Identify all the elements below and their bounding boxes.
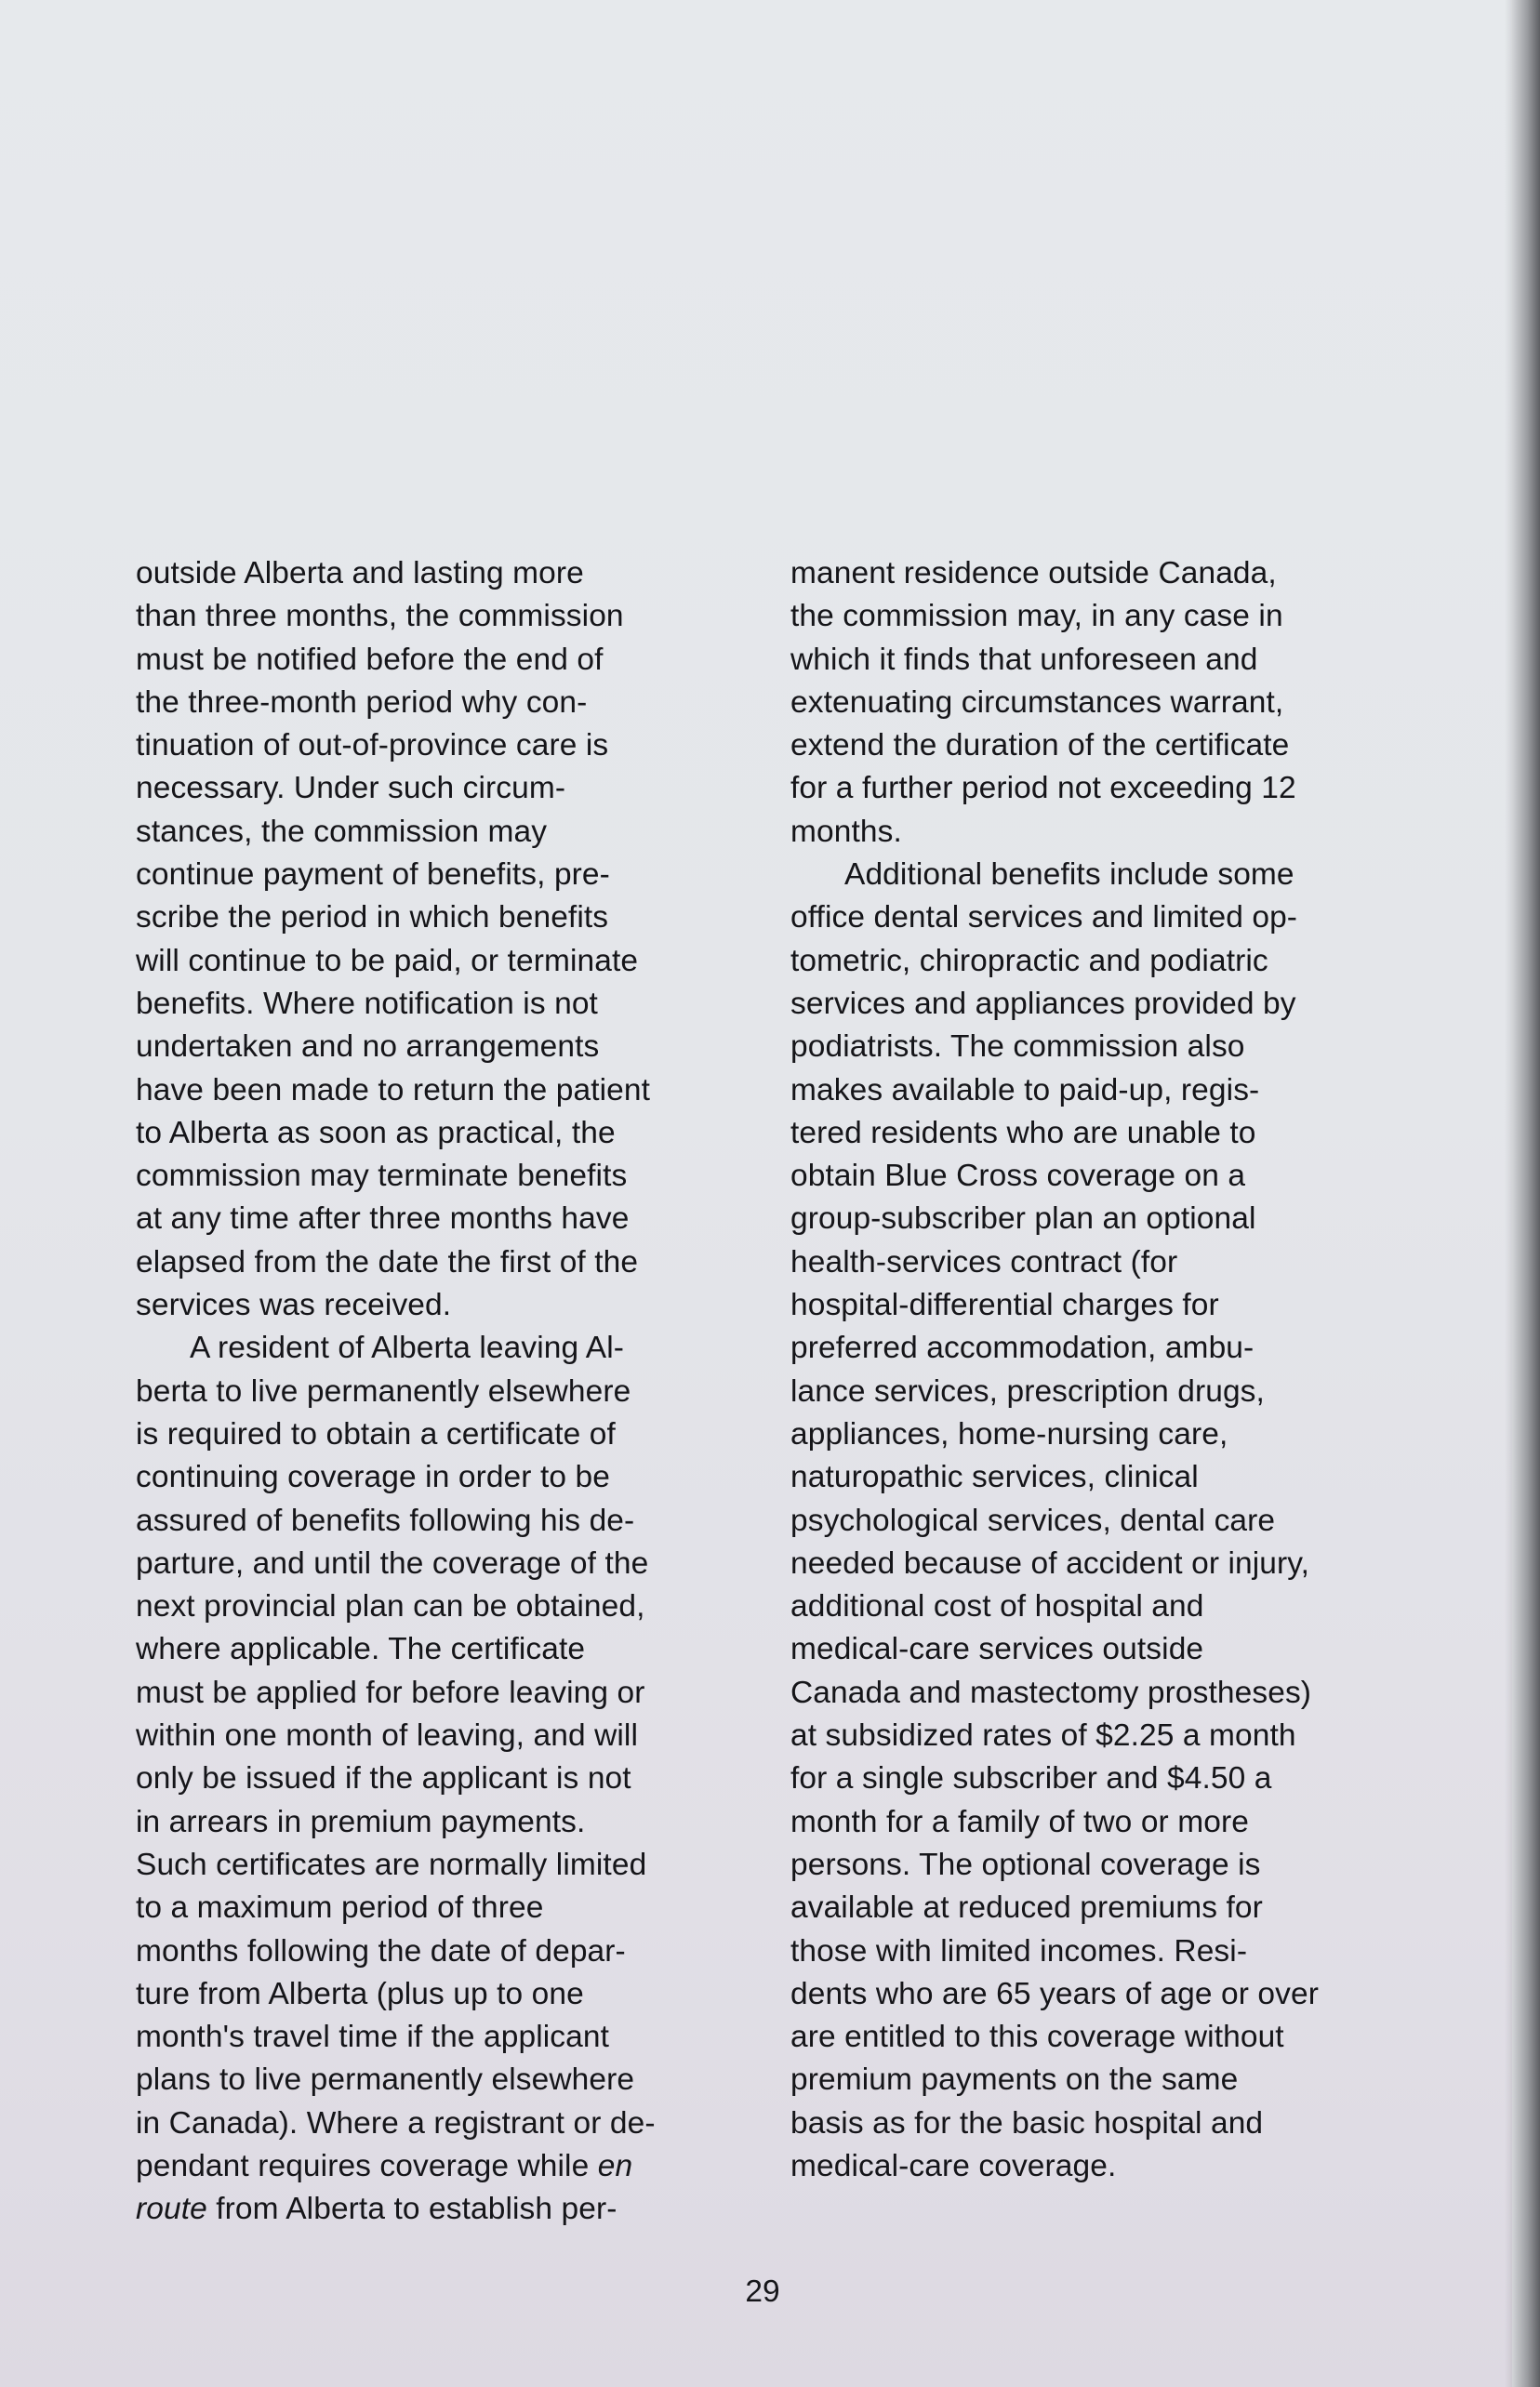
- text-line: needed because of accident or injury,: [790, 1545, 1310, 1581]
- text-line: months.: [790, 814, 902, 849]
- text-segment: from Alberta to establish per-: [206, 2192, 617, 2227]
- text-line: the commission may, in any case in: [790, 599, 1283, 634]
- text-line: must be applied for before leaving or: [136, 1675, 645, 1710]
- text-line: [136, 2188, 768, 2231]
- text-line: manent residence outside Canada,: [790, 556, 1277, 590]
- text-line: plans to live permanently elsewhere: [136, 2062, 635, 2098]
- text-line: appliances, home-nursing care,: [790, 1416, 1228, 1452]
- text-line: group-subscriber plan an optional: [790, 1201, 1256, 1237]
- text-line: necessary. Under such circum-: [136, 771, 566, 806]
- text-line: month for a family of two or more: [790, 1804, 1249, 1839]
- text-line: services and appliances provided by: [790, 986, 1296, 1021]
- text-line: assured of benefits following his de-: [136, 1503, 635, 1538]
- text-line: to Alberta as soon as practical, the: [136, 1115, 616, 1150]
- text-line: premium payments on the same: [790, 2062, 1239, 2098]
- text-line: at subsidized rates of $2.25 a month: [790, 1718, 1296, 1754]
- text-line: tered residents who are unable to: [790, 1115, 1256, 1150]
- text-line: for a further period not exceeding 12: [790, 771, 1296, 806]
- paragraph-start-line: A resident of Alberta leaving Al-: [190, 1331, 624, 1366]
- text-line: than three months, the commission: [136, 599, 624, 634]
- text-line: makes available to paid-up, regis-: [790, 1072, 1260, 1107]
- text-line: the three-month period why con-: [136, 684, 588, 720]
- text-line: tometric, chiropractic and podiatric: [790, 943, 1268, 978]
- text-line: parture, and until the coverage of the: [136, 1545, 649, 1581]
- text-line: berta to live permanently elsewhere: [136, 1373, 631, 1409]
- text-line: hospital-differential charges for: [790, 1288, 1219, 1323]
- text-line: [136, 2145, 768, 2188]
- text-line: psychological services, dental care: [790, 1503, 1276, 1538]
- page-edge-shadow: [1512, 0, 1540, 2387]
- text-line: medical-care coverage.: [790, 2148, 1117, 2183]
- text-line: extenuating circumstances warrant,: [790, 684, 1284, 720]
- text-line: lance services, prescription drugs,: [790, 1373, 1265, 1409]
- text-line: at any time after three months have: [136, 1201, 630, 1237]
- text-line: outside Alberta and lasting more: [136, 556, 584, 590]
- text-line: available at reduced premiums for: [790, 1890, 1263, 1926]
- text-line: next provincial plan can be obtained,: [136, 1589, 645, 1624]
- text-line: extend the duration of the certificate: [790, 728, 1290, 763]
- text-line: must be notified before the end of: [136, 642, 604, 677]
- text-line: office dental services and limited op-: [790, 900, 1298, 935]
- text-line: where applicable. The certificate: [136, 1632, 586, 1667]
- text-line: stances, the commission may: [136, 814, 548, 849]
- text-line: dents who are 65 years of age or over: [790, 1976, 1319, 2011]
- text-line: services was received.: [136, 1288, 452, 1323]
- text-line: only be issued if the applicant is not: [136, 1761, 631, 1797]
- text-line: continue payment of benefits, pre-: [136, 857, 610, 893]
- italic-text-segment: en: [597, 2148, 633, 2183]
- text-line: which it finds that unforeseen and: [790, 642, 1258, 677]
- text-line: basis as for the basic hospital and: [790, 2105, 1264, 2141]
- text-line: for a single subscriber and $4.50 a: [790, 1761, 1272, 1797]
- text-line: ture from Alberta (plus up to one: [136, 1976, 584, 2011]
- page-number: 29: [745, 2274, 780, 2309]
- text-line: scribe the period in which benefits: [136, 900, 609, 935]
- left-text-column: [136, 552, 768, 2232]
- text-line: in arrears in premium payments.: [136, 1804, 586, 1839]
- text-line: medical-care services outside: [790, 1632, 1204, 1667]
- text-line: to a maximum period of three: [136, 1890, 544, 1926]
- text-line: podiatrists. The commission also: [790, 1029, 1245, 1065]
- text-line: naturopathic services, clinical: [790, 1460, 1199, 1495]
- text-line: persons. The optional coverage is: [790, 1847, 1261, 1882]
- text-line: Such certificates are normally limited: [136, 1847, 647, 1882]
- text-line: elapsed from the date the first of the: [136, 1244, 639, 1280]
- text-line: in Canada). Where a registrant or de-: [136, 2105, 656, 2141]
- text-line: health-services contract (for: [790, 1244, 1178, 1280]
- text-line: month's travel time if the applicant: [136, 2020, 610, 2055]
- text-line: Canada and mastectomy prostheses): [790, 1675, 1312, 1710]
- italic-text-segment: route: [136, 2192, 207, 2227]
- text-line: have been made to return the patient: [136, 1072, 651, 1107]
- right-text-column: [790, 552, 1423, 2188]
- text-line: continuing coverage in order to be: [136, 1460, 610, 1495]
- text-line: tinuation of out-of-province care is: [136, 728, 609, 763]
- text-segment: pendant requires coverage while: [136, 2148, 590, 2183]
- text-line: within one month of leaving, and will: [136, 1718, 639, 1754]
- text-line: are entitled to this coverage without: [790, 2020, 1284, 2055]
- text-line: commission may terminate benefits: [136, 1159, 628, 1194]
- text-line: those with limited incomes. Resi-: [790, 1933, 1248, 1969]
- text-line: additional cost of hospital and: [790, 1589, 1204, 1624]
- text-line: is required to obtain a certificate of: [136, 1416, 616, 1452]
- text-line: benefits. Where notification is not: [136, 986, 598, 1021]
- text-line: will continue to be paid, or terminate: [136, 943, 639, 978]
- text-line: undertaken and no arrangements: [136, 1029, 600, 1065]
- text-line: obtain Blue Cross coverage on a: [790, 1159, 1246, 1194]
- paragraph-start-line: Additional benefits include some: [844, 857, 1294, 893]
- text-line: months following the date of depar-: [136, 1933, 626, 1969]
- text-line: preferred accommodation, ambu-: [790, 1331, 1255, 1366]
